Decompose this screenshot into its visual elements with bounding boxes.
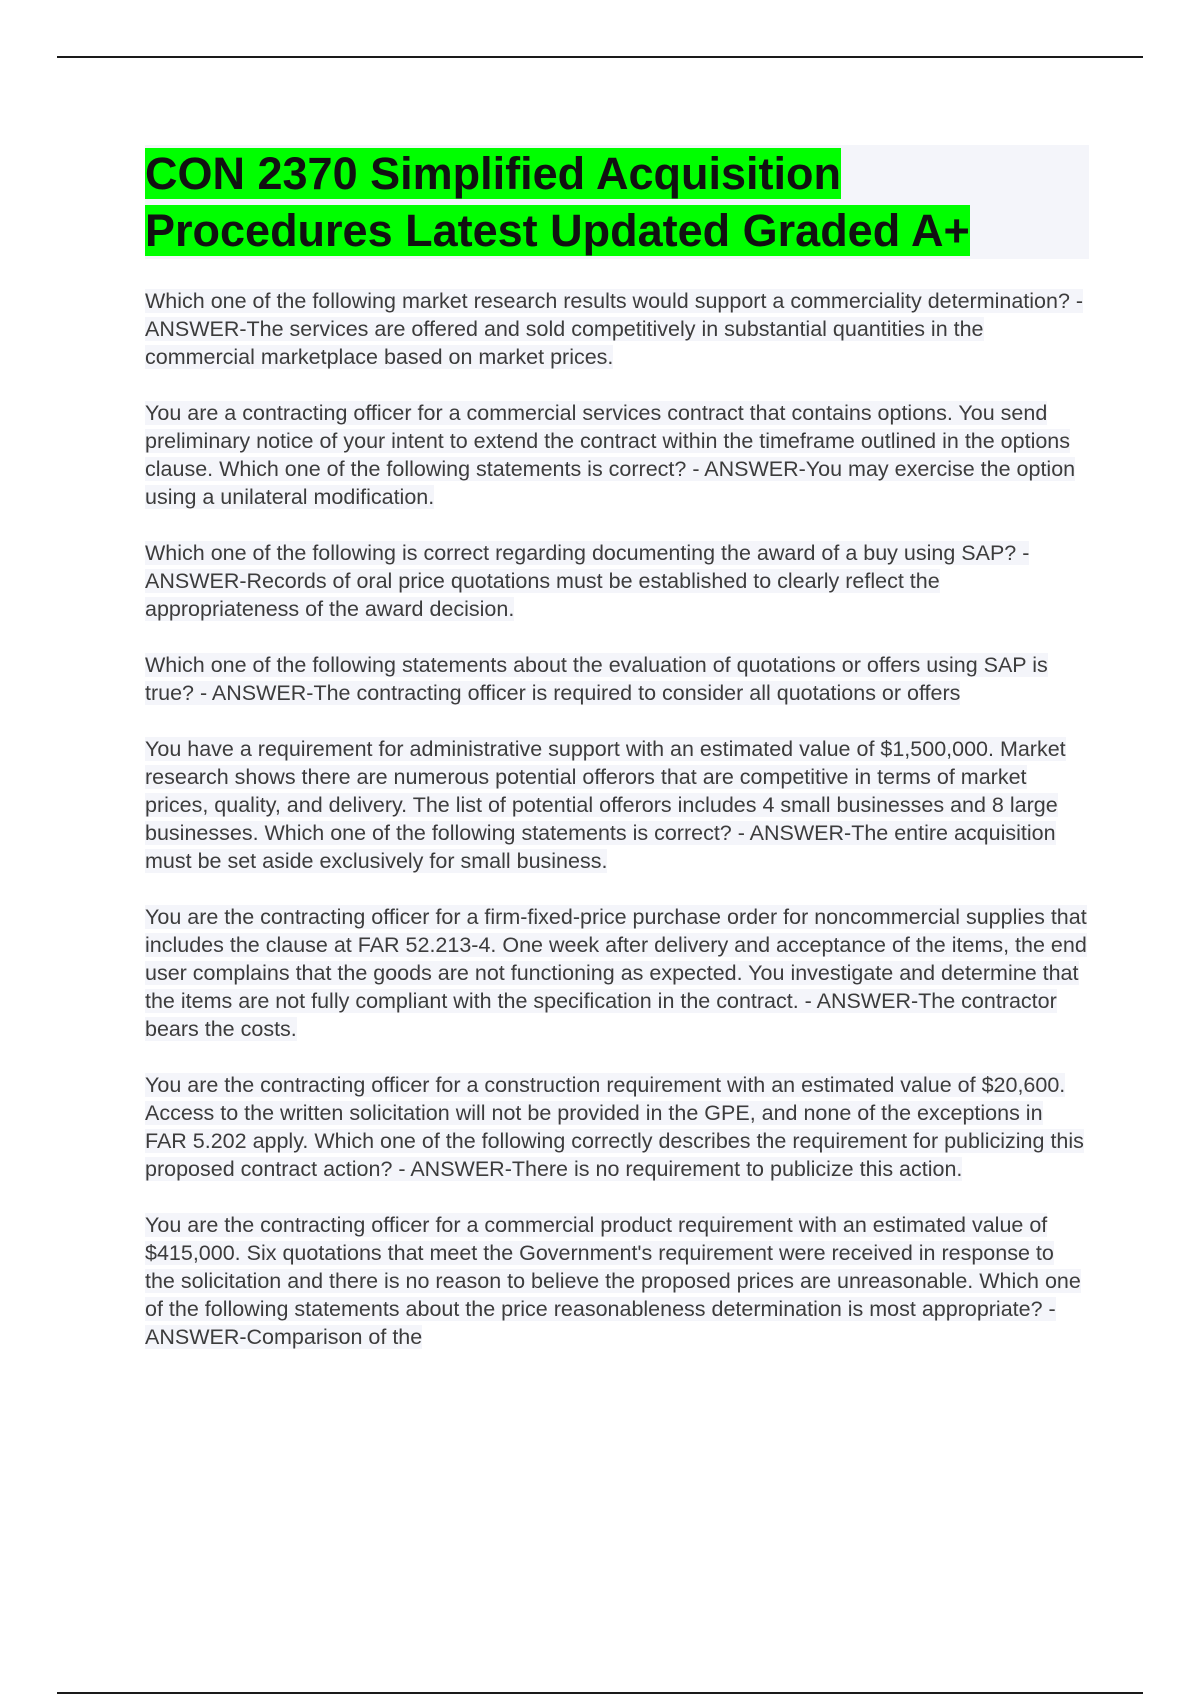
qa-item: Which one of the following is correct regarding documenting the award of a buy using SAP? - ANSWER-Records of oral price quotations must be established to clearly reflect the appropriateness of the award decision.: [145, 541, 1030, 621]
qa-item: You are the contracting officer for a construction requirement with an estimated value of $20,600. Access to the written solicitation will not be provided in the GPE, and none of the exceptions in FAR 5.202 apply. Which one of the following correctly describes the requirement for publicizing this proposed contract action? - ANSWER-There is no requirement to publicize this action.: [145, 1073, 1084, 1181]
qa-item: You are the contracting officer for a commercial product requirement with an estimated value of $415,000. Six quotations that meet the Government's requirement were received in response to the solicitation and there is no reason to believe the proposed prices are unreasonable. Which one of the following statements about the price reasonableness determination is most appropriate? - ANSWER-Comparison of the: [145, 1213, 1081, 1349]
top-rule: [57, 56, 1143, 58]
bottom-rule: [57, 1692, 1143, 1694]
title-block: [145, 145, 1089, 259]
qa-item: You are the contracting officer for a firm-fixed-price purchase order for noncommercial supplies that includes the clause at FAR 52.213-4. One week after delivery and acceptance of the items, the end user complains that the goods are not functioning as expected. You investigate and determine that the items are not fully compliant with the specification in the contract. - ANSWER-The contractor bears the costs.: [145, 905, 1087, 1041]
qa-item: Which one of the following market research results would support a commerciality determination? - ANSWER-The services are offered and sold competitively in substantial quantities in the commercial marketplace based on market prices.: [145, 289, 1084, 369]
document-title: CON 2370 Simplified Acquisition Procedures Latest Updated Graded A+: [145, 148, 970, 256]
qa-item: Which one of the following statements about the evaluation of quotations or offers using SAP is true? - ANSWER-The contracting officer is required to consider all quotations or offers: [145, 653, 1048, 705]
document-body: [145, 145, 1089, 1379]
qa-item: You are a contracting officer for a commercial services contract that contains options. You send preliminary notice of your intent to extend the contract within the timeframe outlined in the options clause. Which one of the following statements is correct? - ANSWER-You may exercise the option using a unilateral modification.: [145, 401, 1076, 509]
qa-item: You have a requirement for administrative support with an estimated value of $1,500,000. Market research shows there are numerous potential offerors that are competitive in terms of market prices, quality, and delivery. The list of potential offerors includes 4 small businesses and 8 large businesses. Which one of the following statements is correct? - ANSWER-The entire acquisition must be set aside exclusively for small business.: [145, 737, 1066, 873]
